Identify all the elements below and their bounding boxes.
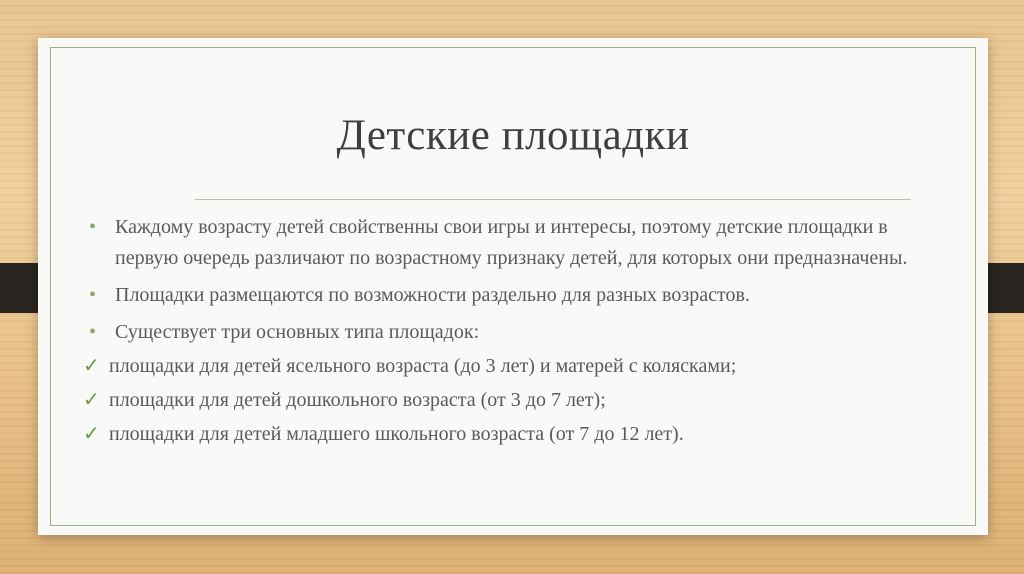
bullet-text: Площадки размещаются по возможности раздельно для разных возрастов.	[115, 284, 750, 306]
bullet-text: Существует три основных типа площадок:	[115, 321, 480, 343]
slide-title: Детские площадки	[336, 112, 690, 159]
checklist-item	[83, 351, 953, 382]
title-divider	[195, 199, 911, 200]
checklist-item	[83, 419, 953, 450]
bullet-text: Каждому возрасту детей свойственны свои игры и интересы, поэтому детские площадки в первую очередь различают по возрастному признаку детей, для которых они предназначены.	[115, 216, 908, 269]
bullet-icon: •	[89, 321, 97, 343]
bullet-icon: •	[89, 284, 97, 306]
bullet-item	[83, 317, 953, 348]
checklist-item	[83, 385, 953, 416]
checklist-text: площадки для детей ясельного возраста (до 3 лет) и матерей с колясками;	[109, 355, 737, 377]
slide	[38, 38, 988, 535]
checkmark-icon: ✓	[83, 421, 100, 445]
slide-content	[83, 212, 953, 450]
checklist-text: площадки для детей младшего школьного возраста (от 7 до 12 лет).	[109, 423, 684, 445]
checklist-text: площадки для детей дошкольного возраста (от 3 до 7 лет);	[109, 389, 606, 411]
bullet-icon: •	[89, 216, 97, 238]
bullet-item	[83, 280, 953, 311]
bullet-item	[83, 212, 953, 274]
checkmark-icon: ✓	[83, 387, 100, 411]
checkmark-icon: ✓	[83, 353, 100, 377]
